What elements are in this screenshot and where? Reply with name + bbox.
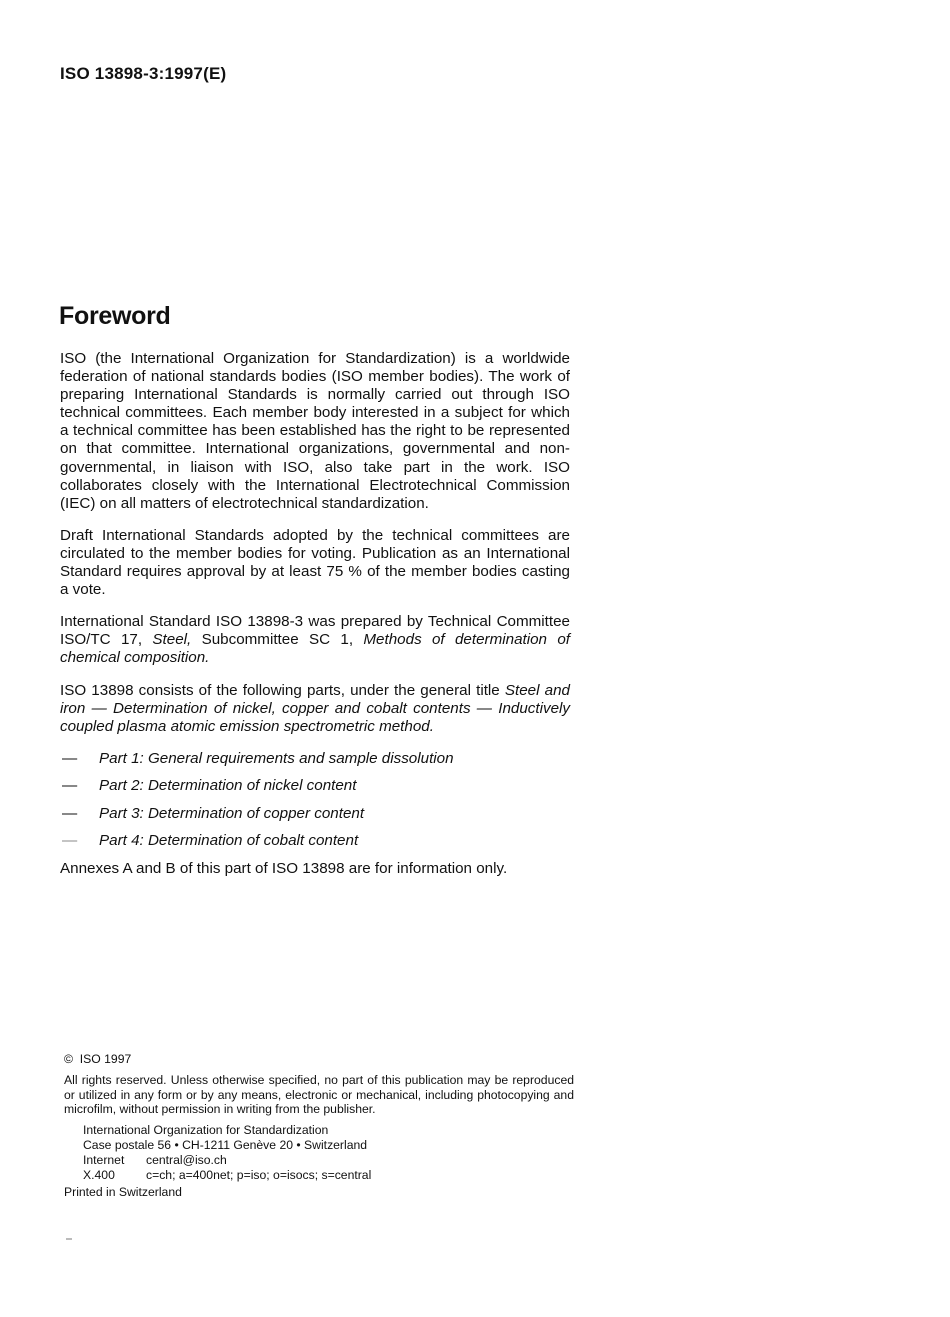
- scan-speck: [66, 1238, 72, 1240]
- annex-note: Annexes A and B of this part of ISO 13898 are for information only.: [60, 859, 508, 877]
- foreword-paragraph-3: [60, 613, 570, 667]
- copyright-notice: ISO 1997: [79, 1052, 132, 1066]
- foreword-paragraph-2: Draft International Standards adopted by the technical committees are circulated to the member bodies for voting. Publication as an International Standard requires approval by at least 75 % of the member bodies casting a vote.: [60, 526, 570, 599]
- dash: —: [62, 832, 78, 850]
- publisher-address: [64, 1123, 574, 1182]
- internet-row: [83, 1153, 574, 1168]
- x400-label: X.400: [83, 1167, 115, 1182]
- copyright-line: [64, 1052, 574, 1067]
- part-label: Part 2: Determination of nickel content: [99, 777, 357, 795]
- internet-value: central@iso.ch: [146, 1152, 227, 1167]
- part-label: Part 1: General requirements and sample dissolution: [99, 749, 454, 767]
- tc-title: Steel,: [152, 631, 192, 649]
- parts-list: [60, 750, 570, 860]
- foreword-heading: Foreword: [59, 302, 171, 330]
- x400-value: c=ch; a=400net; p=iso; o=isocs; s=central: [146, 1167, 372, 1182]
- para3-prefix: International Standard ISO 13898-3 was prepared by Technical Committee ISO/TC 17,: [60, 613, 570, 649]
- foreword-paragraph-1: ISO (the International Organization for Standardization) is a worldwide federation of national standards bodies (ISO member bodies). The work of preparing International Standards is normally carried out through ISO technical committees. Each member body interested in a subject for which a technical committee has been established has the right to be represented on that committee. International organizations, governmental and non-governmental, in liaison with ISO, also take part in the work. ISO collaborates closely with the International Electrotechnical Commission (IEC) on all matters of electrotechnical standardization.: [60, 350, 570, 512]
- document-id: ISO 13898-3:1997(E): [60, 64, 227, 83]
- list-item: [60, 805, 570, 833]
- printed-in: Printed in Switzerland: [64, 1185, 182, 1200]
- foreword-body: [60, 350, 570, 892]
- copyright-block: [64, 1052, 574, 1200]
- copyright-symbol: ©: [64, 1052, 73, 1066]
- postal-address: Case postale 56 • CH-1211 Genève 20 • Switzerland: [83, 1137, 368, 1152]
- rights-statement: All rights reserved. Unless otherwise specified, no part of this publication may be reproduced or utilized in any form or by any means, electronic or mechanical, including photocopying and microfilm, without permission in writing from the publisher.: [64, 1072, 574, 1117]
- sc-title: Methods of determination of chemical composition.: [60, 631, 570, 667]
- foreword-paragraph-4: [60, 682, 570, 736]
- para4-prefix: ISO 13898 consists of the following parts, under the general title: [60, 681, 505, 699]
- dash: —: [62, 749, 78, 767]
- list-item: [60, 832, 570, 860]
- dash: —: [62, 777, 78, 795]
- list-item: [60, 750, 570, 778]
- part-label: Part 4: Determination of cobalt content: [99, 832, 359, 850]
- internet-label: Internet: [83, 1152, 125, 1167]
- dash: —: [62, 804, 78, 822]
- part-label: Part 3: Determination of copper content: [99, 804, 365, 822]
- x400-row: [83, 1168, 574, 1183]
- org-name: International Organization for Standardization: [83, 1123, 329, 1138]
- general-title: Steel and iron — Determination of nickel, copper and cobalt contents — Inductively coupled plasma atomic emission spectrometric method.: [60, 681, 570, 735]
- list-item: [60, 777, 570, 805]
- para3-middle: Subcommittee SC 1,: [191, 631, 364, 649]
